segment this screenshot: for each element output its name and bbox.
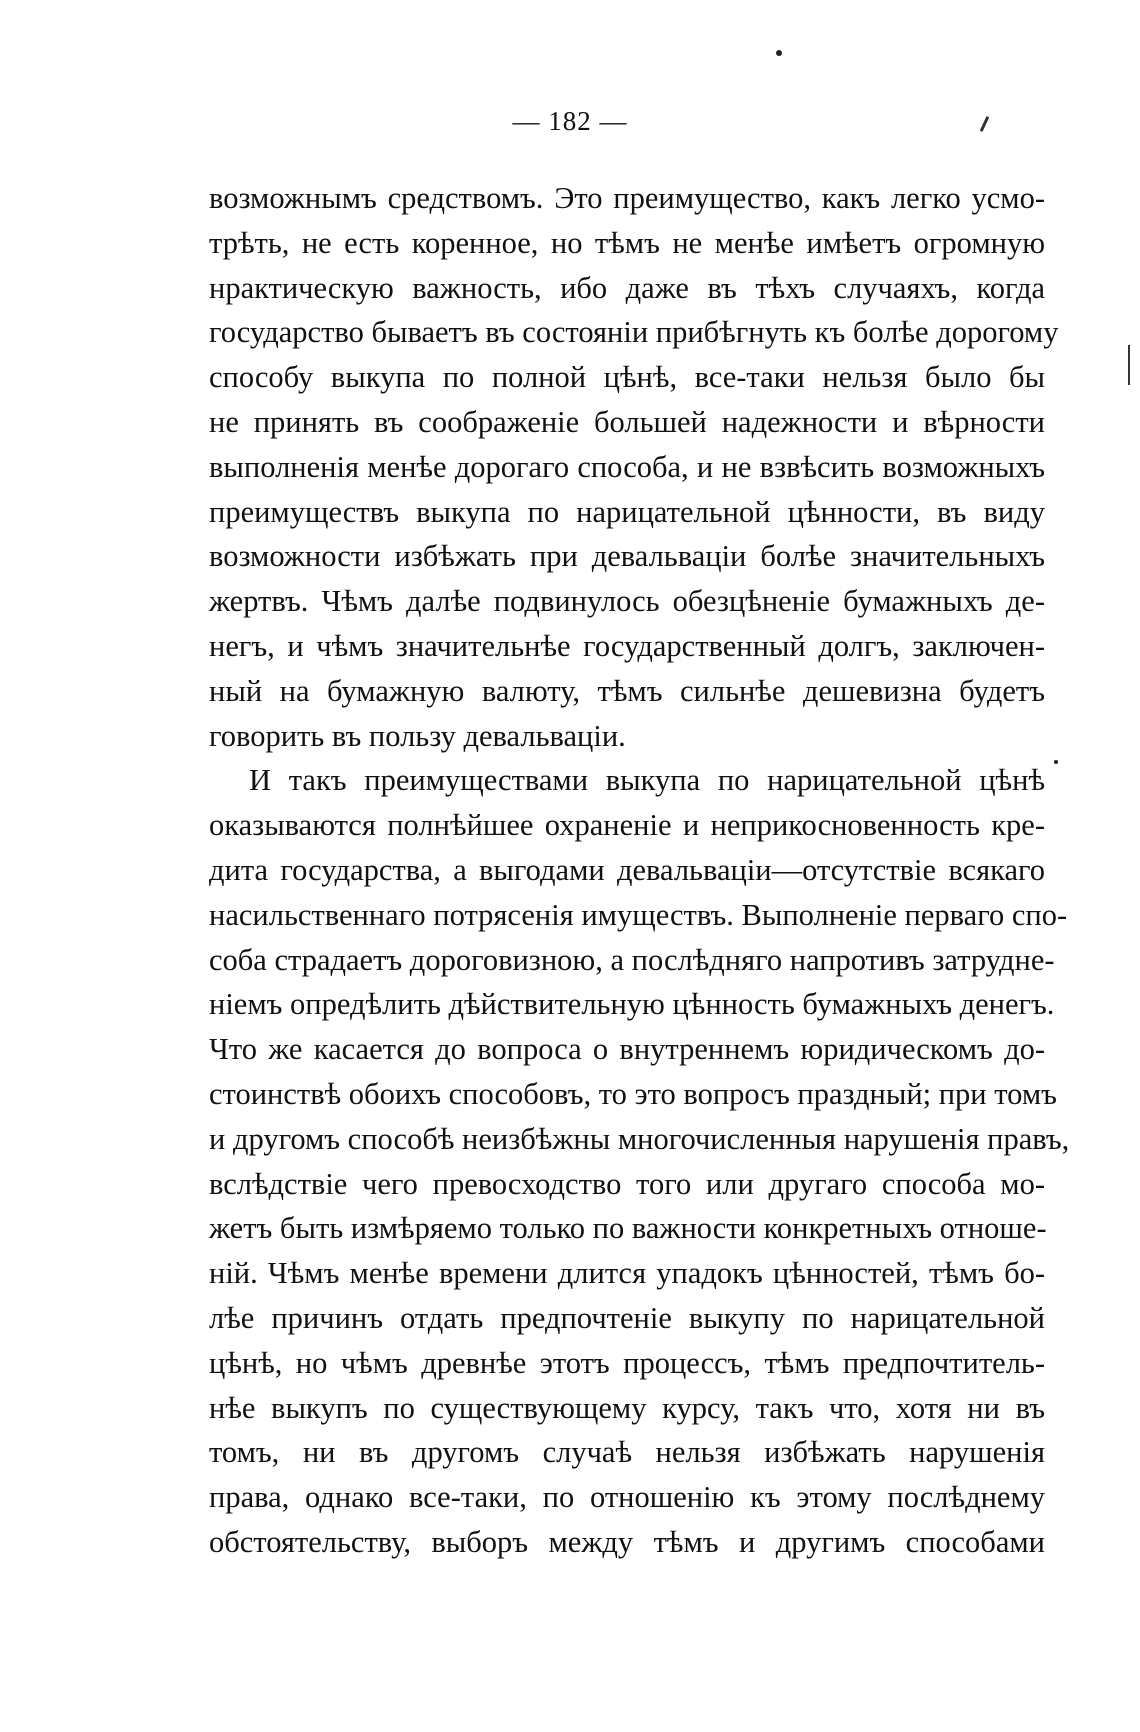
text-line: томъ, ни въ другомъ случаѣ нельзя избѣжать нарушенія [209,1435,1045,1470]
text-line: выполненія менѣе дорогаго способа, и не взвѣсить возможныхъ [209,449,1045,484]
text-line: соба страдаетъ дороговизною, а послѣдняго напротивъ затрудне- [209,942,1055,977]
text-line: говорить въ пользу девальваціи. [209,718,626,753]
text-line: обстоятельству, выборъ между тѣмъ и другимъ способами [209,1524,1045,1559]
text-line: вслѣдствіе чего превосходство того или другаго способа мо- [209,1166,1045,1201]
text-line: способу выкупа по полной цѣнѣ, все-таки нельзя было бы [209,360,1045,395]
text-line: возможнымъ средствомъ. Это преимущество, какъ легко усмо- [209,181,1045,215]
text-line: нѣе выкупъ по существующему курсу, такъ что, хотя ни въ [209,1390,1045,1425]
text-line: ніемъ опредѣлить дѣйствительную цѣнность бумажныхъ денегъ. [209,987,1055,1022]
text-line: нрактическую важность, ибо даже въ тѣхъ случаяхъ, когда [209,270,1045,305]
text-line: государство бываетъ въ состояніи прибѣгнуть къ болѣе дорогому [209,315,1059,350]
text-line: лѣе причинъ отдать предпочтеніе выкупу по нарицательной [209,1300,1045,1335]
text-line: жертвъ. Чѣмъ далѣе подвинулось обезцѣненіе бумажныхъ де- [209,584,1045,619]
text-line: не принять въ соображеніе большей надежности и вѣрности [209,404,1045,439]
paragraph [209,176,1059,758]
text-line: насильственнаго потрясенія имуществъ. Выполненіе перваго спо- [209,897,1068,932]
text-line: цѣнѣ, но чѣмъ древнѣе этотъ процессъ, тѣмъ предпочтитель- [209,1345,1045,1380]
text-line: оказываются полнѣйшее охраненіе и неприкосновенность кре- [209,808,1045,843]
page-number: — 182 — [512,106,628,136]
text-line: негъ, и чѣмъ значительнѣе государственный долгъ, заключен- [209,628,1045,663]
text-line: права, однако все-таки, по отношенію къ этому послѣднему [209,1480,1045,1515]
text-line: возможности избѣжать при девальваціи болѣе значительныхъ [209,539,1045,574]
paragraph [209,758,1070,1564]
body-text [209,176,1070,1565]
scan-mark [1128,345,1130,385]
text-line: жетъ быть измѣряемо только по важности конкретныхъ отноше- [209,1211,1047,1246]
text-line: Что же касается до вопроса о внутреннемъ юридическомъ до- [209,1032,1045,1067]
text-line: преимуществъ выкупа по нарицательной цѣнности, въ виду [209,494,1045,529]
text-line: дита государства, а выгодами девальваціи—отсутствіе всякаго [209,852,1045,887]
scan-speck [1054,760,1058,764]
text-line: ный на бумажную валюту, тѣмъ сильнѣе дешевизна будетъ [209,673,1045,708]
text-line: И такъ преимуществами выкупа по нарицательной цѣнѣ [249,763,1045,798]
text-line: ній. Чѣмъ менѣе времени длится упадокъ цѣнностей, тѣмъ бо- [209,1256,1045,1291]
scan-speck [776,50,782,56]
text-line: стоинствѣ обоихъ способовъ, то это вопросъ праздный; при томъ [209,1076,1057,1111]
text-line: трѣть, не есть коренное, но тѣмъ не менѣе имѣетъ огромную [209,225,1045,260]
text-line: и другомъ способѣ неизбѣжны многочисленныя нарушенія правъ, [209,1121,1070,1156]
